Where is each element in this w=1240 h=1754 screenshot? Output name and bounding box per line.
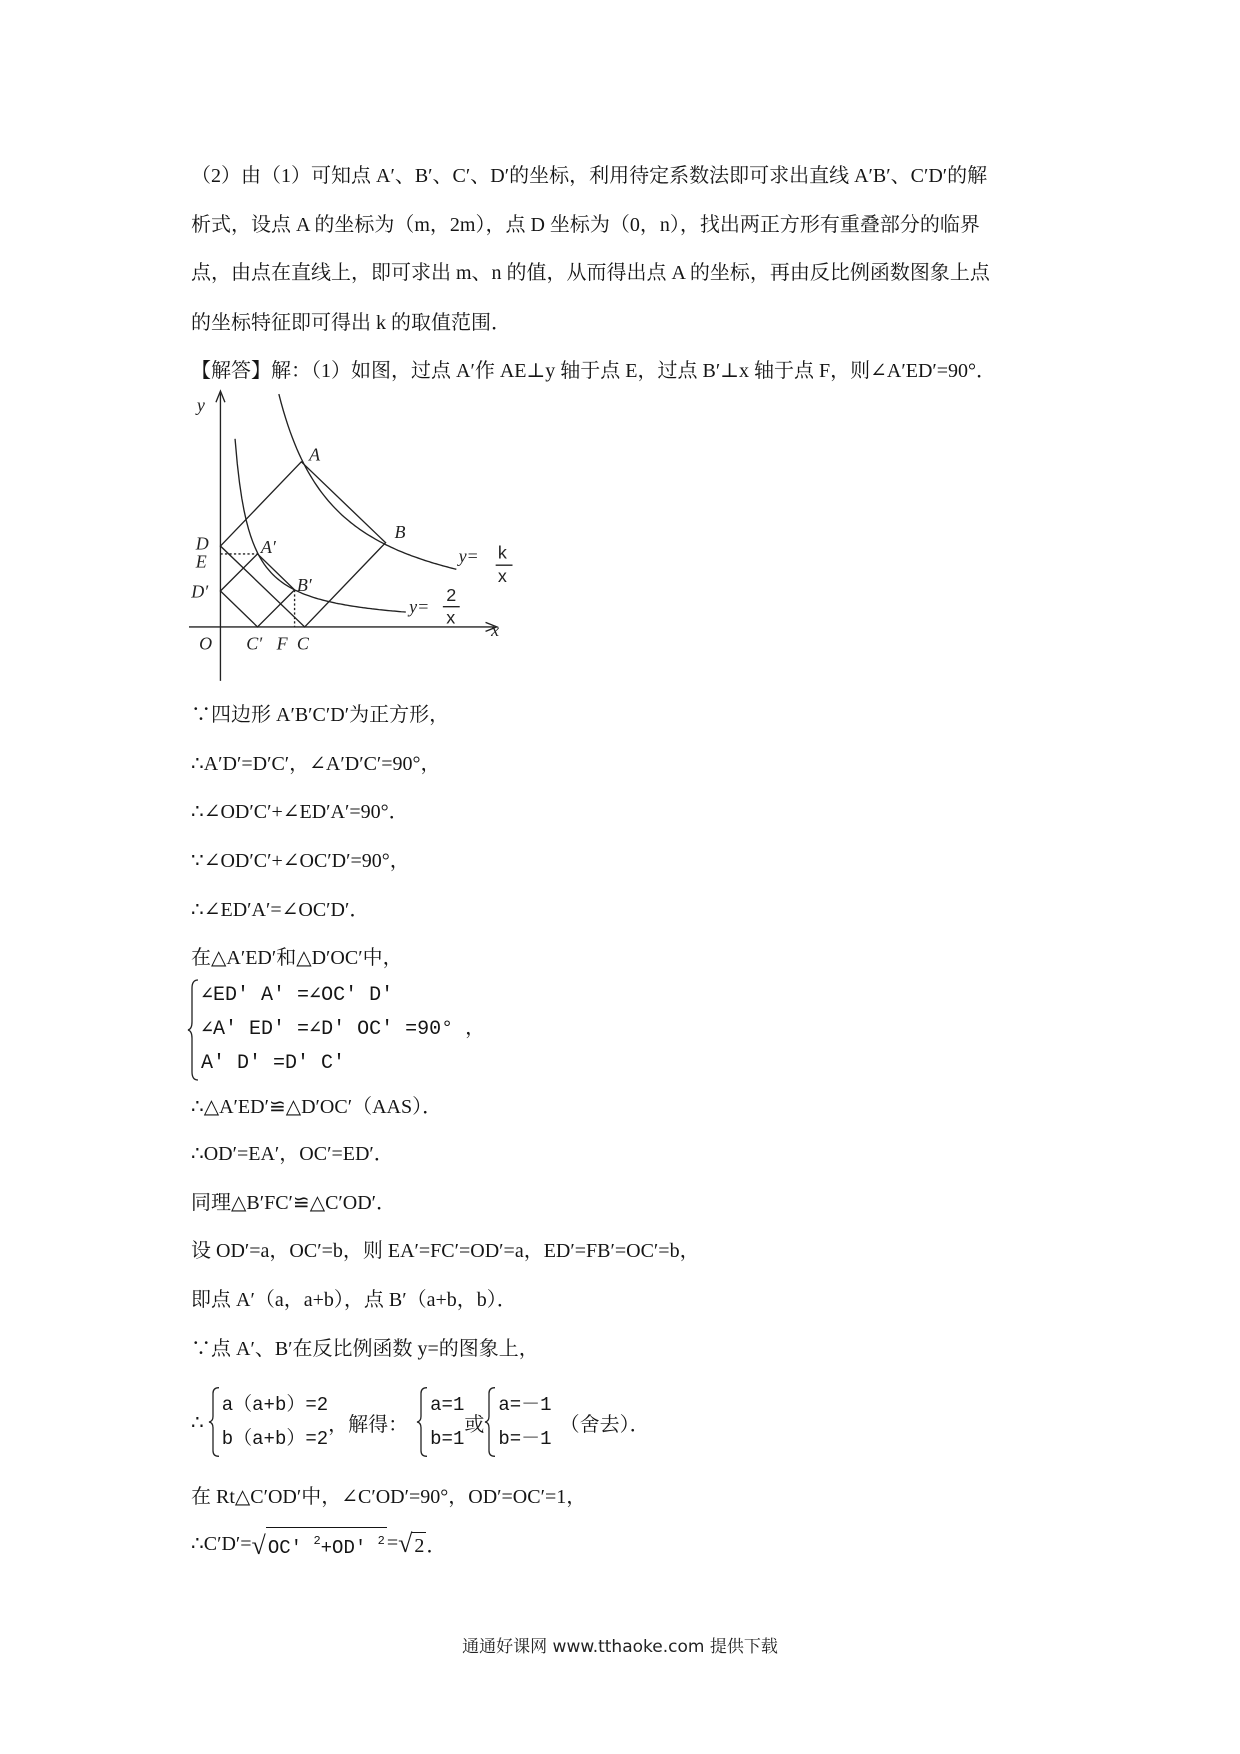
solution-2-b: b=－1 [498, 1428, 552, 1450]
label-F: F [276, 633, 288, 654]
distance-prefix: ∴C′D′= [191, 1533, 252, 1555]
label-E: E [195, 551, 207, 572]
curve-k-label-den: x [497, 565, 507, 586]
therefore-symbol: ∴ [191, 1411, 204, 1434]
step-1: ∵四边形 A′B′C′D′为正方形， [191, 704, 450, 726]
curve-k-label-num: k [497, 542, 507, 563]
label-B-prime: B′ [296, 574, 312, 595]
label-C-prime: C′ [246, 633, 263, 654]
left-brace [484, 1387, 496, 1457]
analysis-line-1: （2）由（1）可知点 A′、B′、C′、D′的坐标，利用待定系数法即可求出直线 A′B′、C′D′的解 [191, 165, 988, 187]
solution-2-a: a=－1 [498, 1394, 552, 1416]
radicand-term-1: OC′ [267, 1537, 314, 1559]
square-a-prime-b-prime-c-prime-d-prime [220, 554, 294, 627]
solution-1-a: a=1 [430, 1394, 465, 1416]
analysis-line-4: 的坐标特征即可得出 k 的取值范围． [191, 312, 511, 334]
congruence-condition-3: A′ D′ =D′ C′ [201, 1052, 346, 1075]
step-10: 设 OD′=a，OC′=b，则 EA′=FC′=OD′=a，ED′=FB′=OC′=b， [191, 1240, 700, 1262]
label-C: C [296, 633, 309, 654]
step-12: ∵点 A′、B′在反比例函数 y=的图象上， [191, 1338, 539, 1360]
rejected-note: （舍去）． [559, 1413, 650, 1436]
congruence-condition-2: ∠A′ ED′ =∠D′ OC′ =90° ， [201, 1018, 486, 1041]
analysis-line-3: 点，由点在直线上，即可求出 m、n 的值，从而得出点 A 的坐标，再由反比例函数图象上点 [191, 262, 990, 284]
congruence-system [187, 979, 485, 1081]
label-A: A [309, 444, 321, 465]
curve-k-label-prefix: y= [458, 545, 479, 566]
label-x-axis: x [491, 619, 500, 640]
distance-formula [191, 1527, 446, 1560]
step-9: 同理△B′FC′≌△C′OD′． [191, 1192, 397, 1214]
radicand [266, 1527, 387, 1560]
result-radicand: 2 [412, 1532, 426, 1558]
step-13: 在 Rt△C′OD′中，∠C′OD′=90°，OD′=OC′=1， [191, 1486, 587, 1508]
curve-2-label-prefix: y= [409, 596, 430, 617]
square-abcd [220, 462, 385, 627]
step-11: 即点 A′（a，a+b），点 B′（a+b，b）． [191, 1289, 517, 1311]
radicand-exponent-1: 2 [313, 1534, 321, 1548]
footer-watermark: 通通好课网 www.tthaoke.com 提供下载 [462, 1637, 778, 1657]
radicand-exponent-2: 2 [377, 1534, 385, 1548]
radical-sign: √ [251, 1531, 266, 1560]
label-y-axis: y [196, 395, 205, 416]
sqrt-expression [252, 1527, 387, 1560]
step-3: ∴∠OD′C′+∠ED′A′=90°． [191, 801, 409, 823]
curve-2-label-num: 2 [446, 585, 457, 606]
radicand-term-2: +OD′ [320, 1537, 378, 1559]
solve-system [191, 1387, 650, 1457]
radical-sign: √ [398, 1528, 413, 1558]
equation-1: a（a+b）=2 [221, 1394, 329, 1416]
distance-end: ． [426, 1535, 447, 1557]
label-B: B [394, 522, 406, 543]
label-D-prime: D′ [191, 581, 209, 602]
label-origin: O [199, 633, 213, 654]
curve-2-label-den: x [446, 607, 456, 628]
step-5: ∴∠ED′A′=∠OC′D′． [191, 899, 370, 921]
solve-mid-text: ，解得： [328, 1413, 409, 1436]
label-D: D [195, 533, 209, 554]
equation-2: b（a+b）=2 [221, 1428, 329, 1450]
step-2: ∴A′D′=D′C′，∠A′D′C′=90°， [191, 753, 441, 775]
step-8: ∴OD′=EA′，OC′=ED′． [191, 1143, 394, 1165]
congruence-condition-1: ∠ED′ A′ =∠OC′ D′ [201, 984, 394, 1007]
or-text: 或 [464, 1413, 485, 1436]
left-brace [187, 979, 199, 1081]
solution-intro: 【解答】解：（1）如图，过点 A′作 AE⊥y 轴于点 E，过点 B′⊥x 轴于点 F，则∠A′ED′=90°． [191, 360, 997, 382]
step-7: ∴△A′ED′≌△D′OC′（AAS）． [191, 1096, 443, 1118]
curve-k [279, 394, 456, 569]
curve-2 [235, 439, 406, 612]
left-brace [416, 1387, 428, 1457]
label-A-prime: A′ [260, 536, 276, 557]
solution-1-b: b=1 [430, 1428, 465, 1450]
sqrt-result [398, 1530, 426, 1558]
geometry-figure [180, 382, 517, 691]
step-6: 在△A′ED′和△D′OC′中， [191, 947, 403, 969]
left-brace [208, 1387, 220, 1457]
step-4: ∵∠OD′C′+∠OC′D′=90°， [191, 850, 410, 872]
analysis-line-2: 析式，设点 A 的坐标为（m，2m），点 D 坐标为（0，n），找出两正方形有重叠部分的临界 [191, 214, 980, 236]
distance-equals: = [386, 1532, 399, 1554]
